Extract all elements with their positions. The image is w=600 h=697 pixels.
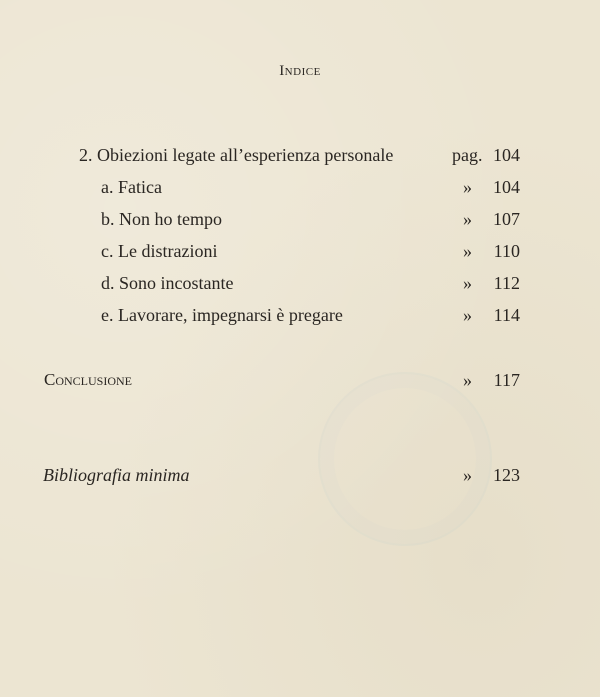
toc-entry xyxy=(101,272,524,294)
toc-entry-label: e. Lavorare, impegnarsi è pregare xyxy=(101,305,343,325)
toc-entry xyxy=(43,464,524,486)
toc-entry-marker: » xyxy=(463,273,472,293)
toc-entry-page: 110 xyxy=(493,241,520,261)
toc-entry-label: Bibliografia minima xyxy=(43,465,190,485)
toc-entry-marker: » xyxy=(463,209,472,229)
toc-entry-marker: » xyxy=(463,177,472,197)
faded-stamp xyxy=(318,372,492,546)
toc-entry-page: 114 xyxy=(493,305,520,325)
toc-entry xyxy=(101,304,524,326)
toc-entry xyxy=(101,240,524,262)
toc-entry-page: 104 xyxy=(493,145,520,165)
toc-entry-marker: pag. xyxy=(452,145,483,165)
toc-entry-page: 123 xyxy=(493,465,520,485)
toc-entry-label: Conclusione xyxy=(44,370,133,389)
toc-entry-label: 2. Obiezioni legate all’esperienza personale xyxy=(79,145,394,165)
toc-entry xyxy=(79,144,524,166)
toc-entry-page: 104 xyxy=(493,177,520,197)
toc-entry-label: a. Fatica xyxy=(101,177,162,197)
toc-entry xyxy=(101,208,524,230)
toc-entry xyxy=(101,176,524,198)
toc-entry xyxy=(44,369,524,391)
toc-entry-page: 107 xyxy=(493,209,520,229)
toc-entry-page: 112 xyxy=(493,273,520,293)
toc-entry-label: d. Sono incostante xyxy=(101,273,234,293)
toc-entry-marker: » xyxy=(463,305,472,325)
page-header: Indice xyxy=(279,63,321,79)
toc-entry-label: c. Le distrazioni xyxy=(101,241,218,261)
toc-entry-page: 117 xyxy=(493,370,520,390)
toc-entry-marker: » xyxy=(463,241,472,261)
toc-entry-marker: » xyxy=(463,465,472,485)
toc-entry-marker: » xyxy=(463,370,472,390)
toc-entry-label: b. Non ho tempo xyxy=(101,209,222,229)
